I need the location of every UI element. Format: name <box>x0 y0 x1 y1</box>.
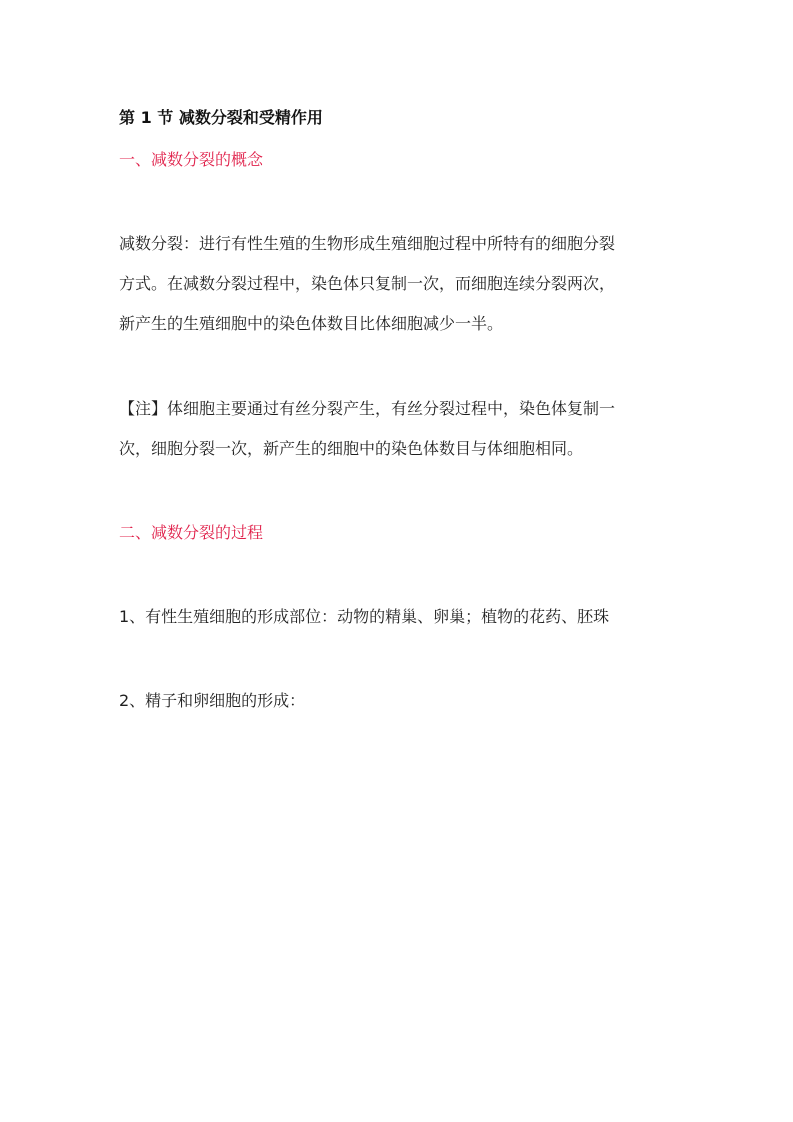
section-heading-process: 二、减数分裂的过程 <box>119 523 264 542</box>
definition-line-2: 方式。在减数分裂过程中，染色体只复制一次，而细胞连续分裂两次， <box>119 274 616 293</box>
definition-line-1: 减数分裂：进行有性生殖的生物形成生殖细胞过程中所特有的细胞分裂 <box>119 234 616 253</box>
note-line-2: 次，细胞分裂一次，新产生的细胞中的染色体数目与体细胞相同。 <box>119 439 584 458</box>
section-heading-concept: 一、减数分裂的概念 <box>119 150 264 169</box>
definition-line-3: 新产生的生殖细胞中的染色体数目比体细胞减少一半。 <box>119 314 504 333</box>
list-item-sperm-egg: 2、精子和卵细胞的形成： <box>119 691 306 710</box>
list-item-formation-site: 1、有性生殖细胞的形成部位：动物的精巢、卵巢；植物的花药、胚珠 <box>119 607 610 626</box>
note-line-1: 【注】体细胞主要通过有丝分裂产生，有丝分裂过程中，染色体复制一 <box>119 399 616 418</box>
page-title: 第 1 节 减数分裂和受精作用 <box>119 108 323 127</box>
